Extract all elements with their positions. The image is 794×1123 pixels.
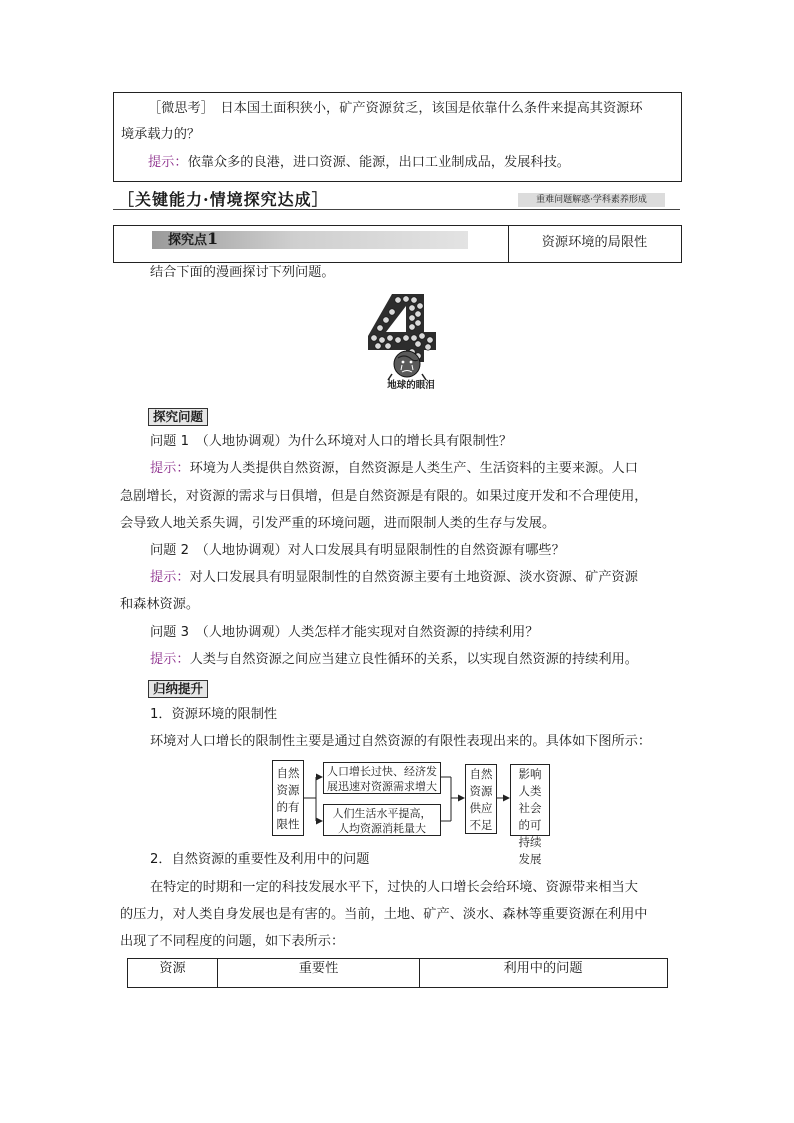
summary-label: 归纳提升 [148,680,208,698]
table-header-problems: 利用中的问题 [503,961,583,976]
answer-2-line2: 和森林资源。 [120,597,200,612]
explore-title: 资源环境的局限性 [541,235,648,250]
flow-box-rapid-growth: 人口增长过快、经济发展迅速对资源需求增大 [323,762,441,794]
explore-tag [168,229,218,251]
answer-text: 环境为人类提供自然资源，自然资源是人类生产、生活资料的主要来源。人口 [189,461,638,476]
table-header-importance: 重要性 [298,961,339,976]
answer-1-line2: 急剧增长，对资源的需求与日俱增，但是自然资源是有限的。如果过度开发和不合理使用， [120,489,648,504]
point2-line2: 的压力，对人类自身发展也是有害的。当前，土地、矿产、淡水、森林等重要资源在利用中 [120,907,648,922]
answer-2-line1 [150,565,638,591]
point1-text: 环境对人口增长的限制性主要是通过自然资源的有限性表现出来的。具体如下图所示： [150,734,652,749]
explore-tag-number: 1 [207,229,219,248]
point2-heading: 2．自然资源的重要性及利用中的问题 [150,852,370,867]
think-question-line2: 境承载力的？ [121,127,201,142]
hint-text: 依靠众多的良港，进口资源、能源，出口工业制成品，发展科技。 [187,155,570,170]
answer-text: 人类与自然资源之间应当建立良性循环的关系，以实现自然资源的持续利用。 [189,652,638,667]
hint-label: 提示： [150,570,190,585]
hint-label: 提示： [148,155,188,170]
explore-tag-prefix: 探究点 [168,233,208,248]
cartoon-caption: 地球的眼泪 [387,380,435,391]
earth-tears-cartoon [362,292,460,382]
point2-line3: 出现了不同程度的问题，如下表所示： [120,934,345,949]
answer-1-line3: 会导致人地关系失调，引发严重的环境问题，进而限制人类的生存与发展。 [120,516,556,531]
intro-text: 结合下面的漫画探讨下列问题。 [150,265,335,280]
answer-1-line1 [150,456,638,482]
hint-label: 提示： [150,461,190,476]
flow-box-supply-shortage: 自然资源供应不足 [465,764,497,834]
section-divider [113,209,680,210]
flow-arrows [300,755,560,845]
point2-line1: 在特定的时期和一定的科技发展水平下，过快的人口增长会给环境、资源带来相当大 [150,880,638,895]
section-badge: 重难问题解惑·学科素养形成 [518,193,665,207]
question-2: 问题 2 （人地协调观）对人口发展具有明显限制性的自然资源有哪些？ [150,543,565,558]
question-1: 问题 1 （人地协调观）为什么环境对人口的增长具有限制性？ [150,434,513,449]
flow-box-living-standards: 人们生活水平提高，人均资源消耗量大 [323,804,441,836]
hint-label: 提示： [150,652,190,667]
point1-heading: 1．资源环境的限制性 [150,707,278,722]
answer-3-line1 [150,647,638,673]
flow-box-limited-resources: 自然资源的有限性 [272,760,304,836]
think-question-line1: ［微思考］ 日本国土面积狭小，矿产资源贫乏，该国是依靠什么条件来提高其资源环 [148,101,643,116]
questions-label: 探究问题 [148,408,208,426]
question-3: 问题 3 （人地协调观）人类怎样才能实现对自然资源的持续利用？ [150,625,539,640]
think-hint [148,150,570,176]
answer-text: 对人口发展具有明显限制性的自然资源主要有土地资源、淡水资源、矿产资源 [189,570,638,585]
section-title: ［关键能力·情境探究达成］ [118,190,329,209]
flow-box-sustainable-impact: 影响人类社会的可持续发展 [510,764,550,836]
table-header-resource: 资源 [159,961,186,976]
